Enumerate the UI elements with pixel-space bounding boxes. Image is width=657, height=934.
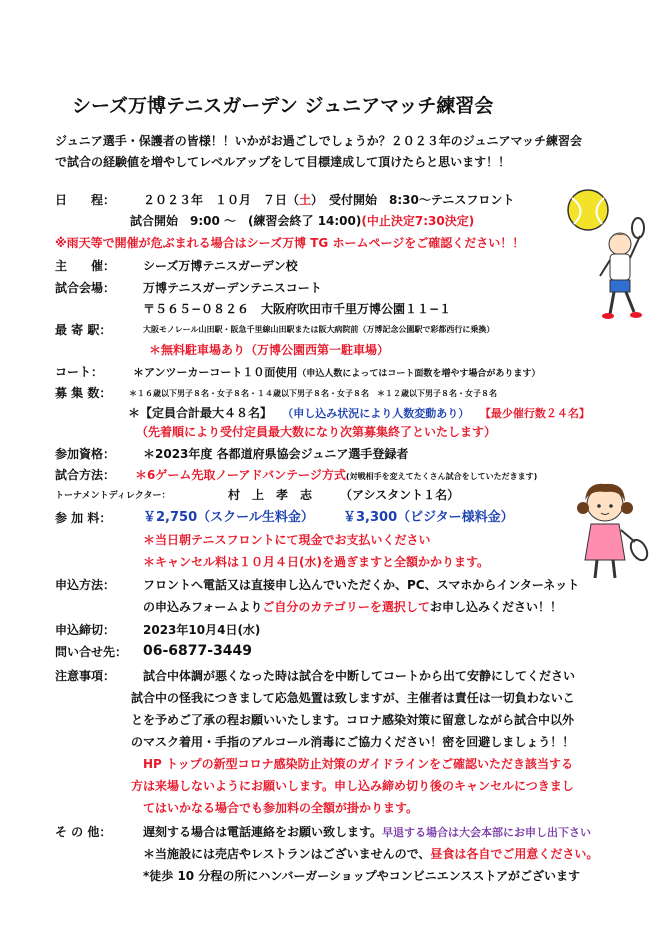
other-food: ＊当施設には売店やレストランはございませんので、昼食は各自でご用意ください。: [143, 847, 599, 861]
venue-address: 〒５６５−０８２６ 大阪府吹田市千里万博公園１１−１: [143, 302, 452, 316]
schedule-date: ２０２３年 １０月 ７日（土） 受付開始 8:30〜テニスフロント: [143, 193, 515, 207]
fee-payment: ＊当日朝テニスフロントにて現金でお支払いください: [143, 533, 431, 547]
fee-cancel: ＊キャンセル料は１０月４日(水)を過ぎますと全額かかります。: [143, 555, 490, 569]
parking-note: ＊無料駐車場あり（万博公園西第一駐車場）: [149, 343, 390, 357]
other-nearby: *徒歩 10 分程の所にハンバーガーショップやコンビニエンスストアがございます: [143, 869, 581, 883]
contact-phone: 06-6877-3449: [143, 643, 253, 659]
director-label: トーナメントディレクター：: [55, 491, 171, 501]
notes-label: 注意事項：: [55, 669, 116, 683]
director-assistant: （アシスタント１名）: [340, 488, 460, 502]
apply-line-1: フロントへ電話又は直接申し込んでいただくか、PC、スマホからインターネット: [143, 578, 580, 592]
recruit-label: 募 集 数：: [55, 386, 112, 400]
contact-label: 問い合せ先：: [55, 645, 128, 659]
apply-label: 申込方法：: [55, 578, 116, 592]
format-label: 試合方法：: [55, 468, 116, 482]
recruit-first-come: （先着順により受付定員最大数になり次第募集終了といたします）: [136, 425, 497, 439]
notes-line-2: 試合中の怪我につきまして応急処置は致しますが、主催者は責任は一切負わないこ: [131, 691, 575, 705]
intro-line-1: ジュニア選手・保護者の皆様！！いかがお過ごしでしょうか？２０２３年のジュニアマッチ練習会: [55, 134, 583, 148]
director-name: 村 上 孝 志: [228, 488, 313, 502]
court-value: ＊アンツーカーコート１０面使用（申込人数によってはコート面数を増やす場合があります）: [133, 366, 541, 379]
fee-visitor: ￥3,300（ビジター様料金）: [343, 510, 514, 525]
notes-red-line-1: HP トップの新型コロナ感染防止対策のガイドラインをご確認いただき該当する: [143, 757, 573, 771]
other-label: そ の 他：: [55, 825, 112, 839]
tennis-girl-illustration: [565, 478, 651, 588]
intro-line-2: で試合の経験値を増やしてレベルアップをして目標達成して頂けたらと思います！！: [55, 155, 511, 169]
fee-school: ￥2,750（スクール生料金）: [143, 510, 314, 525]
notes-red-line-2: 方は来場しないようにお願いします。申し込み締め切り後のキャンセルにつきまし: [131, 779, 574, 793]
station-value: 大阪モノレール山田駅・阪急千里線山田駅または阪大病院前（万博記念公園駅で彩都西行に乗換）: [143, 325, 495, 334]
station-label: 最 寄 駅：: [55, 323, 112, 337]
recruit-total: ＊【定員合計最大４８名】 （申し込み状況により人数変動あり） 【最少催行数２４名】: [128, 406, 590, 420]
eligibility-label: 参加資格：: [55, 447, 116, 461]
tennis-ball-icon: [568, 190, 608, 230]
tennis-boy-illustration: [560, 188, 646, 338]
schedule-start: 試合開始 9:00 〜 (練習会終了 14:00)(中止決定7:30決定): [130, 214, 475, 228]
organizer-value: シーズ万博テニスガーデン校: [143, 259, 298, 273]
other-late: 遅刻する場合は電話連絡をお願い致します。早退する場合は大会本部にお申し出下さい: [143, 825, 592, 839]
notes-line-3: とを予めご了承の程お願いいたします。コロナ感染対策に留意しながら試合中以外: [131, 713, 575, 727]
notes-line-1: 試合中体調が悪くなった時は試合を中断してコートから出て安静にしてください: [143, 669, 576, 683]
organizer-label: 主 催：: [55, 259, 116, 273]
venue-label: 試合会場：: [55, 281, 116, 295]
recruit-line-1: ＊１６歳以下男子８名・女子８名・１４歳以下男子８名・女子８名 ＊１２歳以下男子８名・女子８名: [129, 389, 497, 398]
page-title: シーズ万博テニスガーデン ジュニアマッチ練習会: [72, 95, 494, 117]
notes-line-4: のマスク着用・手指のアルコール消毒にご協力ください！密を回避しましょう！！: [131, 735, 575, 749]
schedule-label: 日 程：: [55, 193, 116, 207]
court-label: コート：: [55, 365, 104, 379]
venue-name: 万博テニスガーデンテニスコート: [143, 281, 322, 295]
rain-notice: ※雨天等で開催が危ぶまれる場合はシーズ万博 TG ホームページをご確認ください！！: [55, 236, 525, 250]
format-value: ＊6ゲーム先取ノーアドバンテージ方式(対戦相手を変えてたくさん試合をしていただきます): [135, 468, 538, 482]
deadline-label: 申込締切：: [55, 623, 116, 637]
eligibility-value: ＊2023年度 各都道府県協会ジュニア選手登録者: [143, 447, 409, 461]
apply-line-2: の申込みフォームよりご自分のカテゴリーを選択してお申し込みください！！: [143, 600, 562, 614]
deadline-value: 2023年10月4日(水): [143, 623, 261, 637]
fee-label: 参 加 料：: [55, 511, 112, 525]
notes-red-line-3: てはいかなる場合でも参加料の全額が掛かります。: [143, 801, 419, 815]
